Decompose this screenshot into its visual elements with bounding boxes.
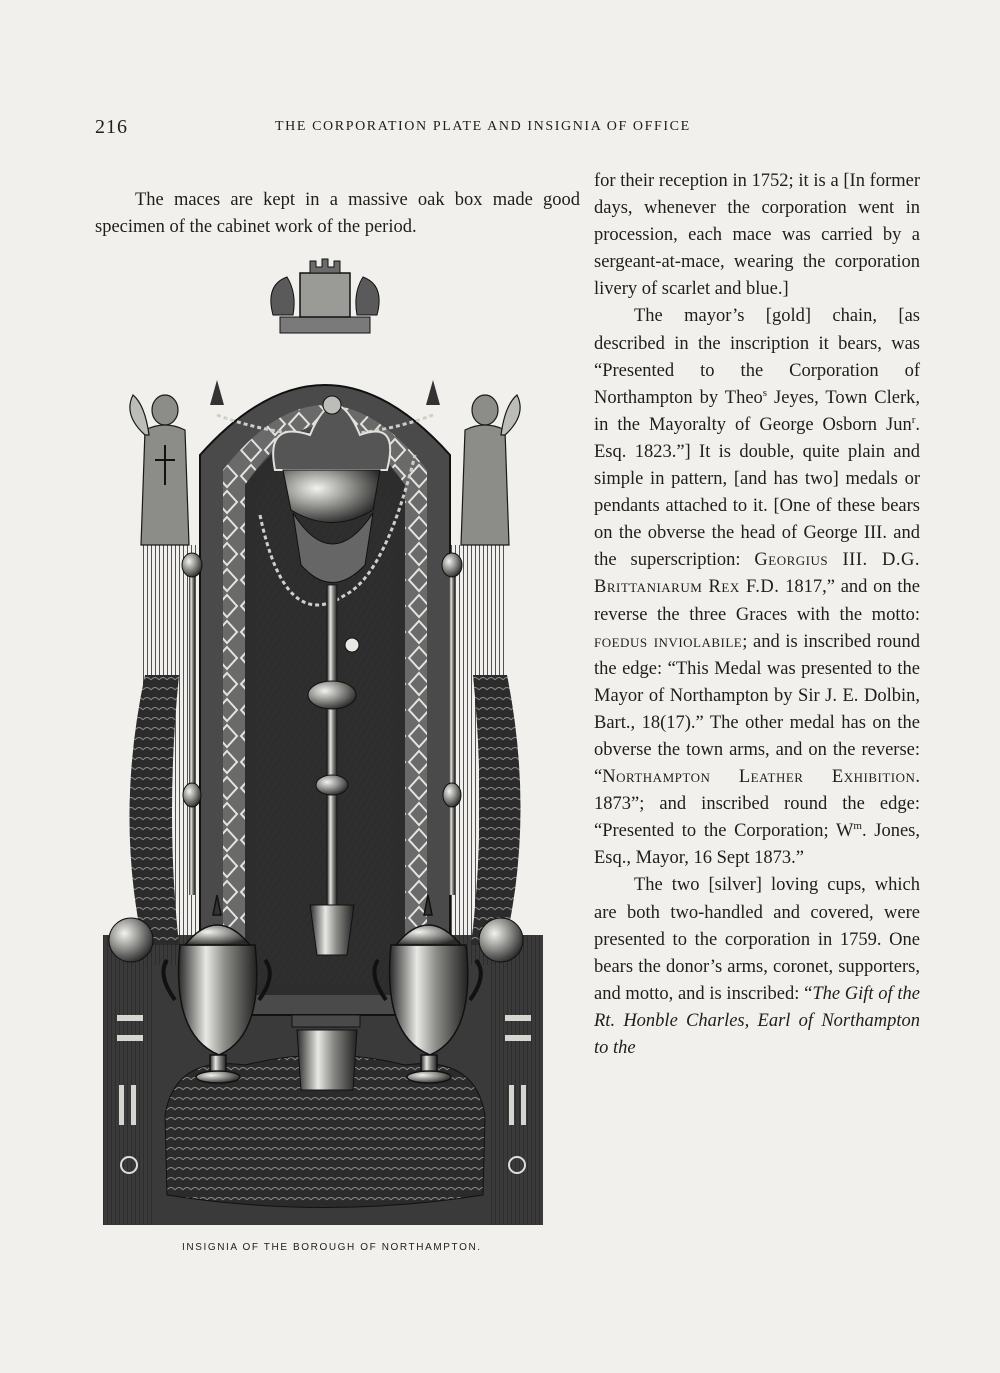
intro-paragraph: The maces are kept in a massive oak box made good specimen of the cabinet work of the period. bbox=[95, 189, 580, 237]
running-title: THE CORPORATION PLATE AND INSIGNIA OF OFFICE bbox=[275, 119, 691, 134]
figure-caption: INSIGNIA OF THE BOROUGH OF NORTHAMPTON. bbox=[182, 1242, 482, 1253]
paragraph-mayors-chain: The mayor’s [gold] chain, [as described in the inscription it bears, was “Presented to the Corporation of Northampton by Theo$^s$ Jeyes, Town Clerk, in the Mayoralty of George Osborn Jun$^r$. Esq. 1823.”] It is double, quite plain and simple in pattern, [and has two] medals or pendants attached to it. [One of these bears on the obverse the head of George III. and the superscription: Georgius III. D.G. Brittaniarum Rex F.D. 1817,” and on the reverse the three Graces with the motto: foedus inviolabile; and is inscribed round the edge: “This Medal was presented to the Mayor of Northampton by Sir J. E. Dolbin, Bart., 18(17).” The other medal has on the obverse the town arms, and on the reverse: “Northampton Leather Exhibition. 1873”; and inscribed round the edge: “Presented to the Corporation; $W^m$. Jones, Esq., Mayor, 16 Sept 1873.” bbox=[594, 306, 920, 869]
running-head bbox=[95, 116, 920, 140]
text-column bbox=[594, 168, 920, 1062]
paragraph-maces-continued: for their reception in 1752; it is a [In former days, whenever the corporation went in procession, each mace was carried by a sergeant-at-mace, wearing the corporation livery of scarlet and blue.] bbox=[594, 171, 920, 300]
paragraph-loving-cups: The two [silver] loving cups, which are both two-handled and covered, were presented to the corporation in 1759. One bears the donor’s arms, coronet, supporters, and motto, and is inscribed: “The Gift of the Rt. Honble Charles, Earl of Northampton to the bbox=[594, 875, 920, 1058]
page-number: 216 bbox=[95, 116, 128, 138]
insignia-illustration bbox=[95, 255, 555, 1230]
insignia-engraving bbox=[95, 255, 555, 1230]
